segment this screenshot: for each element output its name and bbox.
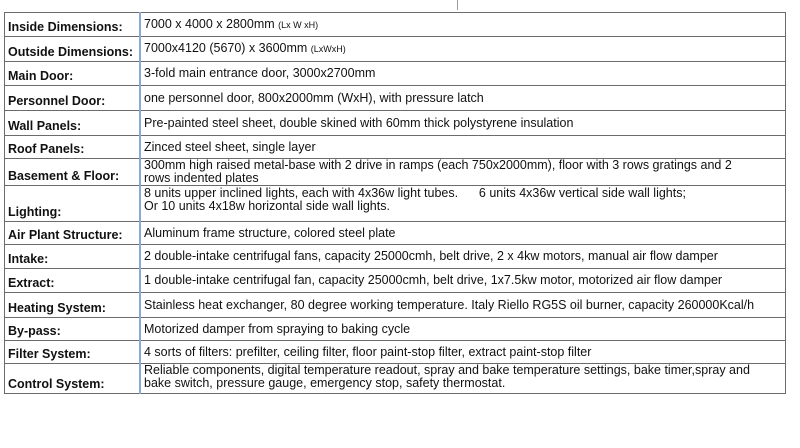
row-label: Basement & Floor: xyxy=(5,159,141,186)
table-row xyxy=(5,111,786,136)
row-label: Filter System: xyxy=(5,341,141,364)
row-label: Intake: xyxy=(5,245,141,269)
row-value: 1 double-intake centrifugal fan, capacity 25000cmh, belt drive, 1x7.5kw motor, motorized air flow damper xyxy=(140,269,786,293)
row-label: Wall Panels: xyxy=(5,111,141,136)
table-row xyxy=(5,159,786,186)
row-value: Stainless heat exchanger, 80 degree working temperature. Italy Riello RG5S oil burner, capacity 260000Kcal/h xyxy=(140,293,786,318)
row-label: Control System: xyxy=(5,364,141,394)
row-value: 3-fold main entrance door, 3000x2700mm xyxy=(140,62,786,86)
value-text: 7000x4120 (5670) x 3600mm xyxy=(144,41,308,55)
row-label: Personnel Door: xyxy=(5,86,141,111)
row-value xyxy=(140,13,786,37)
row-label: Outside Dimensions: xyxy=(5,37,141,62)
row-label: Air Plant Structure: xyxy=(5,222,141,245)
table-row xyxy=(5,86,786,111)
row-value: 4 sorts of filters: prefilter, ceiling filter, floor paint-stop filter, extract paint-stop filter xyxy=(140,341,786,364)
table-row xyxy=(5,186,786,222)
table-row xyxy=(5,364,786,394)
table-row xyxy=(5,62,786,86)
table-row xyxy=(5,222,786,245)
unit-note: (Lx W xH) xyxy=(278,19,319,30)
row-value: Pre-painted steel sheet, double skined with 60mm thick polystyrene insulation xyxy=(140,111,786,136)
table-row xyxy=(5,341,786,364)
row-value xyxy=(140,37,786,62)
table-row xyxy=(5,269,786,293)
value-line: Reliable components, digital temperature readout, spray and bake temperature settings, bake timer,spray and xyxy=(144,363,750,377)
spec-table xyxy=(4,12,786,394)
unit-note: (LxWxH) xyxy=(310,44,346,54)
row-value: 2 double-intake centrifugal fans, capacity 25000cmh, belt drive, 2 x 4kw motors, manual air flow damper xyxy=(140,245,786,269)
row-label: Main Door: xyxy=(5,62,141,86)
value-line: rows indented plates xyxy=(144,171,259,185)
value-line: Or 10 units 4x18w horizontal side wall lights. xyxy=(144,199,390,213)
row-value: Motorized damper from spraying to baking cycle xyxy=(140,318,786,341)
row-label: Heating System: xyxy=(5,293,141,318)
row-label: Inside Dimensions: xyxy=(5,13,141,37)
row-value: Zinced steel sheet, single layer xyxy=(140,136,786,159)
row-value xyxy=(140,159,786,186)
column-marker xyxy=(457,0,458,10)
table-row xyxy=(5,293,786,318)
row-value: one personnel door, 800x2000mm (WxH), with pressure latch xyxy=(140,86,786,111)
value-line: 8 units upper inclined lights, each with 4x36w light tubes. 6 units 4x36w vertical side wall lights; xyxy=(144,186,686,200)
row-value: Aluminum frame structure, colored steel plate xyxy=(140,222,786,245)
row-label: Extract: xyxy=(5,269,141,293)
row-label: Roof Panels: xyxy=(5,136,141,159)
table-row xyxy=(5,245,786,269)
table-row xyxy=(5,37,786,62)
row-label: Lighting: xyxy=(5,186,141,222)
value-line: bake switch, pressure gauge, emergency stop, safety thermostat. xyxy=(144,376,506,390)
table-row xyxy=(5,318,786,341)
table-row xyxy=(5,13,786,37)
table-row xyxy=(5,136,786,159)
value-line: 300mm high raised metal-base with 2 drive in ramps (each 750x2000mm), floor with 3 rows gratings and 2 xyxy=(144,158,732,172)
row-label: By-pass: xyxy=(5,318,141,341)
value-text: 7000 x 4000 x 2800mm xyxy=(144,16,275,31)
row-value xyxy=(140,186,786,222)
row-value xyxy=(140,364,786,394)
